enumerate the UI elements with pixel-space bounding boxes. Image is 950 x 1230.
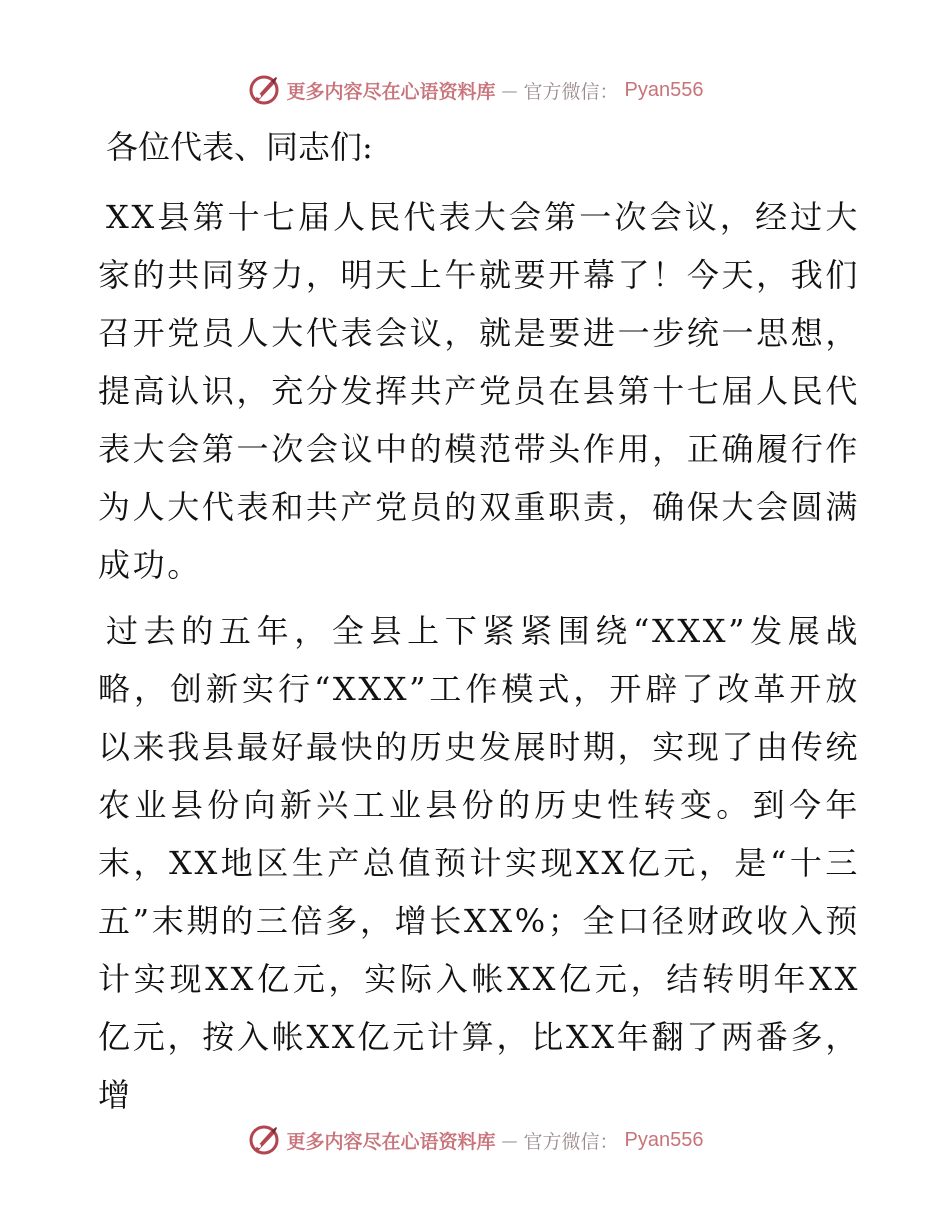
paragraph-2: 过去的五年，全县上下紧紧围绕“XXX”发展战略，创新实行“XXX”工作模式，开辟了改革开放以来我县最好最快的历史发展时期，实现了由传统农业县份向新兴工业县份的历史性转变。到今年末，XX地区生产总值预计实现XX亿元，是“十三五”末期的三倍多，增长XX%；全口径财政收入预计实现XX亿元，实际入帐XX亿元，结转明年XX亿元，按入帐XX亿元计算，比XX年翻了两番多，增 xyxy=(98,612,860,1114)
watermark-sub-text: 官方微信： xyxy=(523,1130,619,1153)
quill-pen-logo-icon xyxy=(247,73,281,107)
watermark-wechat-id: Pyan556 xyxy=(624,78,704,101)
quill-pen-logo-icon xyxy=(247,1123,281,1157)
watermark-separator: — xyxy=(501,1130,518,1150)
watermark-separator: — xyxy=(501,80,518,100)
watermark-main-text: 更多内容尽在心语资料库 xyxy=(286,80,496,103)
watermark-sub-text: 官方微信： xyxy=(523,80,619,103)
watermark-wechat-id: Pyan556 xyxy=(624,1128,704,1151)
header-watermark xyxy=(0,70,950,110)
watermark-main-text: 更多内容尽在心语资料库 xyxy=(286,1130,496,1153)
document-body xyxy=(98,118,860,1132)
footer-watermark xyxy=(0,1120,950,1160)
salutation: 各位代表、同志们: xyxy=(106,128,373,166)
paragraph-1: XX县第十七届人民代表大会第一次会议，经过大家的共同努力，明天上午就要开幕了！今天，我们召开党员人大代表会议，就是要进一步统一思想，提高认识，充分发挥共产党员在县第十七届人民代表大会第一次会议中的模范带头作用，正确履行作为人大代表和共产党员的双重职责，确保大会圆满成功。 xyxy=(98,198,860,584)
